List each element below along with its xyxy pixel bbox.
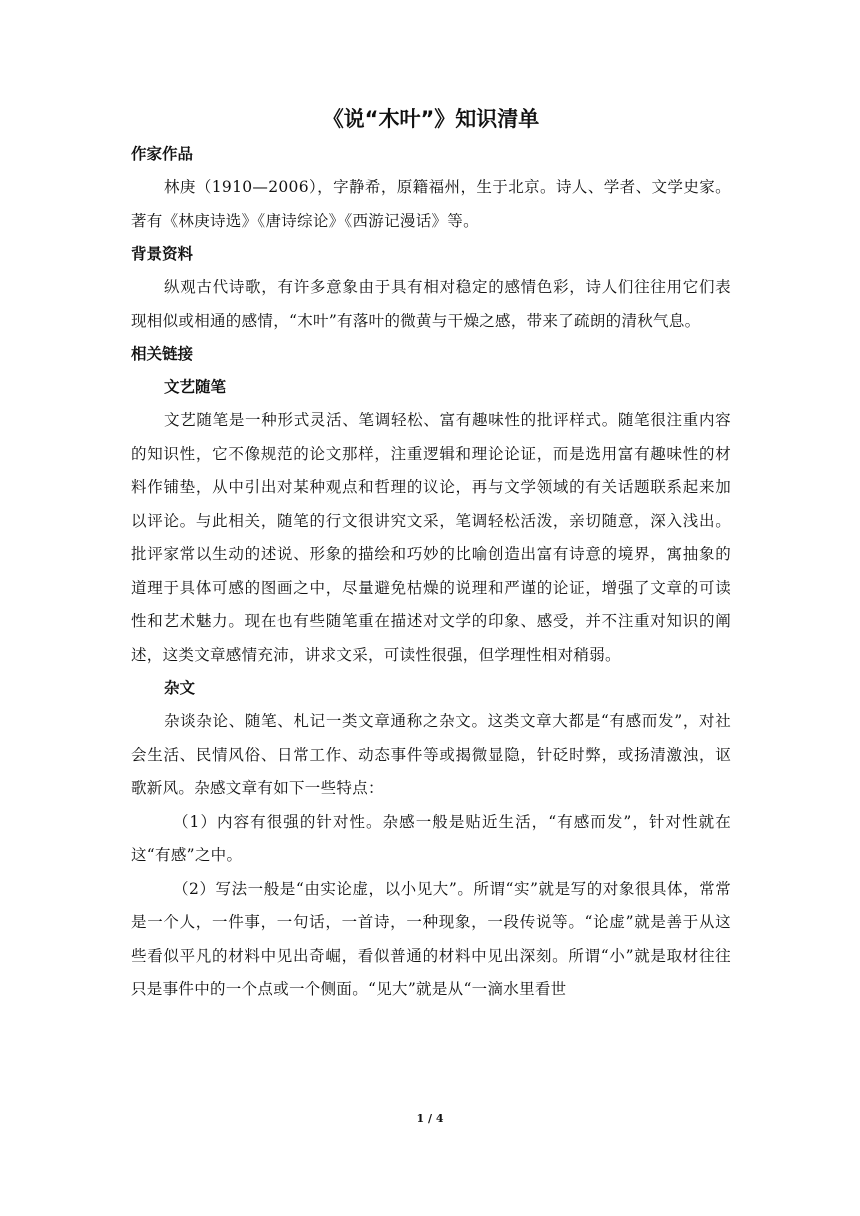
paragraph-background: 纵观古代诗歌，有许多意象由于具有相对稳定的感情色彩，诗人们往往用它们表现相似或相通的感情，“木叶”有落叶的微黄与干燥之感，带来了疏朗的清秋气息。 (131, 278, 731, 330)
paragraph-essay: 文艺随笔是一种形式灵活、笔调轻松、富有趣味性的批评样式。随笔很注重内容的知识性，它不像规范的论文那样，注重逻辑和理论论证，而是选用富有趣味性的材料作铺垫，从中引出对某种观点和哲理的议论，再与文学领域的有关话题联系起来加以评论。与此相关，随笔的行文很讲究文采，笔调轻松活泼，亲切随意，深入浅出。批评家常以生动的述说、形象的描绘和巧妙的比喻创造出富有诗意的境界，寓抽象的道理于具体可感的图画之中，尽量避免枯燥的说理和严谨的论证，增强了文章的可读性和艺术魅力。现在也有些随笔重在描述对文学的印象、感受，并不注重对知识的阐述，这类文章感情充沛，讲求文采，可读性很强，但学理性相对稍弱。 (131, 411, 731, 664)
document-page (131, 100, 731, 1007)
section-heading-links: 相关链接 (131, 345, 194, 363)
page-number: 1 / 4 (416, 1112, 444, 1125)
subheading-zawen: 杂文 (164, 679, 196, 697)
list-item-1: （1）内容有很强的针对性。杂感一般是贴近生活，“有感而发”，针对性就在这“有感”之中。 (131, 812, 731, 864)
paragraph-author: 林庚（1910—2006），字静希，原籍福州，生于北京。诗人、学者、文学史家。著有《林庚诗选》《唐诗综论》《西游记漫话》等。 (131, 178, 731, 230)
list-item-2: （2）写法一般是“由实论虚，以小见大”。所谓“实”就是写的对象很具体，常常是一个人，一件事，一句话，一首诗，一种现象，一段传说等。“论虚”就是善于从这些看似平凡的材料中见出奇崛，看似普通的材料中见出深刻。所谓“小”就是取材往往只是事件中的一个点或一个侧面。“见大”就是从“一滴水里看世 (131, 879, 731, 998)
section-heading-background: 背景资料 (131, 245, 194, 263)
subheading-essay: 文艺随笔 (164, 378, 227, 396)
page-title: 《说“木叶”》知识清单 (322, 107, 540, 131)
section-heading-author: 作家作品 (131, 145, 194, 163)
paragraph-zawen: 杂谈杂论、随笔、札记一类文章通称之杂文。这类文章大都是“有感而发”，对社会生活、民情风俗、日常工作、动态事件等或揭微显隐，针砭时弊，或扬清激浊，讴歌新风。杂感文章有如下一些特点： (131, 712, 731, 797)
